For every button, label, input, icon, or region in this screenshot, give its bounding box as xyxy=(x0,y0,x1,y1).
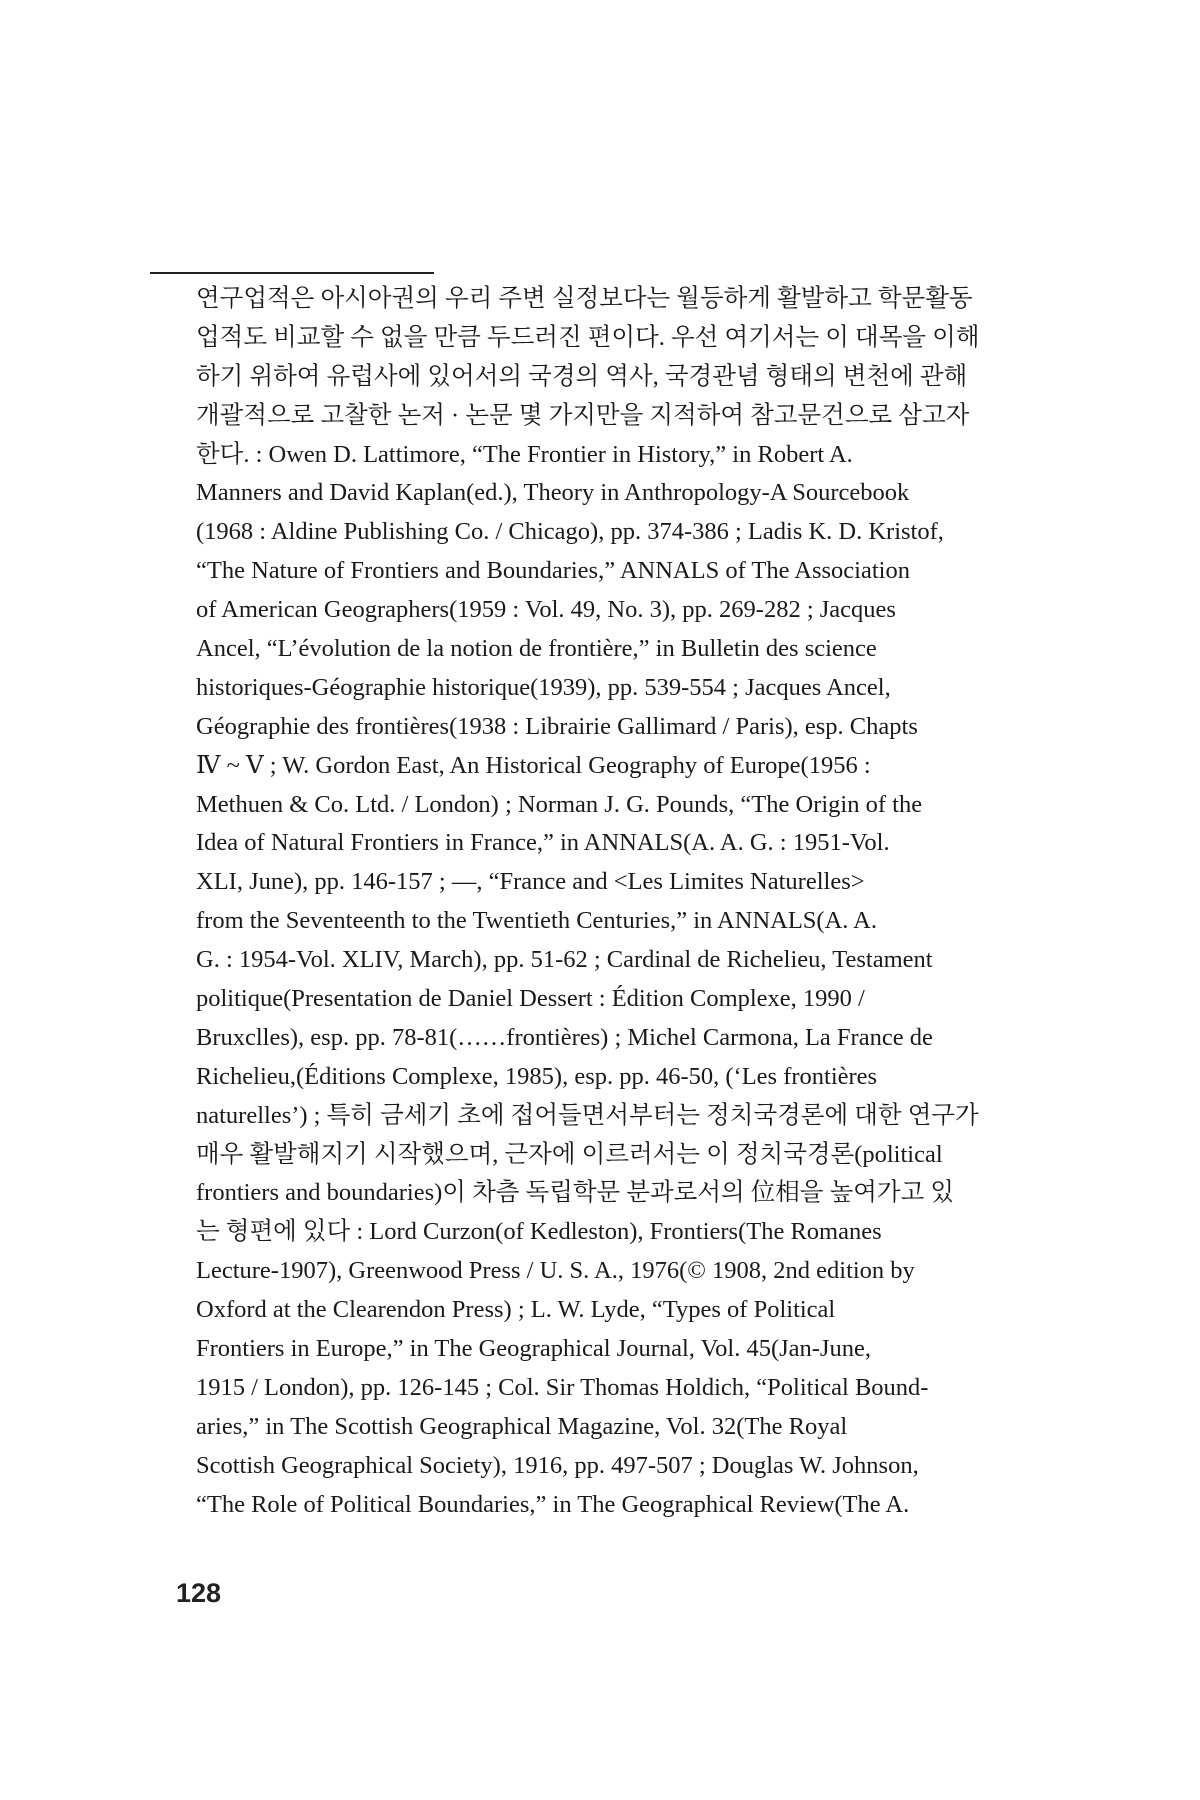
footnote-line: historiques-Géographie historique(1939), pp. 539-554 ; Jacques Ancel, xyxy=(196,673,891,701)
footnote-line: Frontiers in Europe,” in The Geographical Journal, Vol. 45(Jan-June, xyxy=(196,1335,871,1363)
footnote-line: from the Seventeenth to the Twentieth Centuries,” in ANNALS(A. A. xyxy=(196,907,877,935)
footnote-line: Manners and David Kaplan(ed.), Theory in Anthropology-A Sourcebook xyxy=(196,479,910,507)
footnote-line: 한다. : Owen D. Lattimore, “The Frontier in History,” in Robert A. xyxy=(196,440,853,468)
footnote-line: G. : 1954-Vol. XLIV, March), pp. 51-62 ; Cardinal de Richelieu, Testament xyxy=(196,946,933,974)
footnote-line: Géographie des frontières(1938 : Librairie Gallimard / Paris), esp. Chapts xyxy=(196,712,918,740)
footnote-line: 는 형편에 있다 : Lord Curzon(of Kedleston), Frontiers(The Romanes xyxy=(196,1218,882,1246)
footnote-line: 하기 위하여 유럽사에 있어서의 국경의 역사, 국경관념 형태의 변천에 관해 xyxy=(196,362,968,390)
footnote-line: “The Nature of Frontiers and Boundaries,” ANNALS of The Association xyxy=(196,557,910,585)
footnote-line: aries,” in The Scottish Geographical Magazine, Vol. 32(The Royal xyxy=(196,1412,848,1440)
footnote-line: Ⅳ ~ Ⅴ ; W. Gordon East, An Historical Geography of Europe(1956 : xyxy=(196,751,871,779)
footnote-line: 개괄적으로 고찰한 논저 · 논문 몇 가지만을 지적하여 참고문건으로 삼고자 xyxy=(196,401,970,429)
footnote-line: of American Geographers(1959 : Vol. 49, No. 3), pp. 269-282 ; Jacques xyxy=(196,596,896,624)
footnote-line: frontiers and boundaries)이 차츰 독립학문 분과로서의 位相을 높여가고 있 xyxy=(196,1179,955,1207)
footnote-line: Idea of Natural Frontiers in France,” in ANNALS(A. A. G. : 1951-Vol. xyxy=(196,829,890,857)
footnote-line: politique(Presentation de Daniel Dessert : Édition Complexe, 1990 / xyxy=(196,985,865,1013)
footnote-line: Oxford at the Clearendon Press) ; L. W. Lyde, “Types of Political xyxy=(196,1296,836,1324)
footnote-line: naturelles’) ; 특히 금세기 초에 접어들면서부터는 정치국경론에 대한 연구가 xyxy=(196,1101,979,1129)
page-number: 128 xyxy=(176,1578,222,1608)
footnote-block xyxy=(196,280,1016,1525)
footnote-line: “The Role of Political Boundaries,” in The Geographical Review(The A. xyxy=(196,1490,910,1518)
footnote-line: 업적도 비교할 수 없을 만큼 두드러진 편이다. 우선 여기서는 이 대목을 이해 xyxy=(196,323,980,351)
footnote-line: Bruxclles), esp. pp. 78-81(……frontières) ; Michel Carmona, La France de xyxy=(196,1023,933,1051)
footnote-line: XLI, June), pp. 146-157 ; —, “France and <Les Limites Naturelles> xyxy=(196,868,865,896)
footnote-line: Scottish Geographical Society), 1916, pp. 497-507 ; Douglas W. Johnson, xyxy=(196,1451,919,1479)
footnote-line: (1968 : Aldine Publishing Co. / Chicago), pp. 374-386 ; Ladis K. D. Kristof, xyxy=(196,518,944,546)
footnote-line: 매우 활발해지기 시작했으며, 근자에 이르러서는 이 정치국경론(political xyxy=(196,1140,943,1168)
footnote-line: 연구업적은 아시아권의 우리 주변 실정보다는 월등하게 활발하고 학문활동 xyxy=(196,285,973,312)
footnote-line: 1915 / London), pp. 126-145 ; Col. Sir Thomas Holdich, “Political Bound- xyxy=(196,1373,929,1401)
footnote-line: Lecture-1907), Greenwood Press / U. S. A., 1976(© 1908, 2nd edition by xyxy=(196,1257,915,1285)
footnote-line: Ancel, “L’évolution de la notion de frontière,” in Bulletin des science xyxy=(196,635,877,663)
footnote-line: Richelieu,(Éditions Complexe, 1985), esp. pp. 46-50, (‘Les frontières xyxy=(196,1062,878,1090)
footnote-separator-rule xyxy=(150,272,434,274)
footnote-line: Methuen & Co. Ltd. / London) ; Norman J. G. Pounds, “The Origin of the xyxy=(196,790,923,818)
